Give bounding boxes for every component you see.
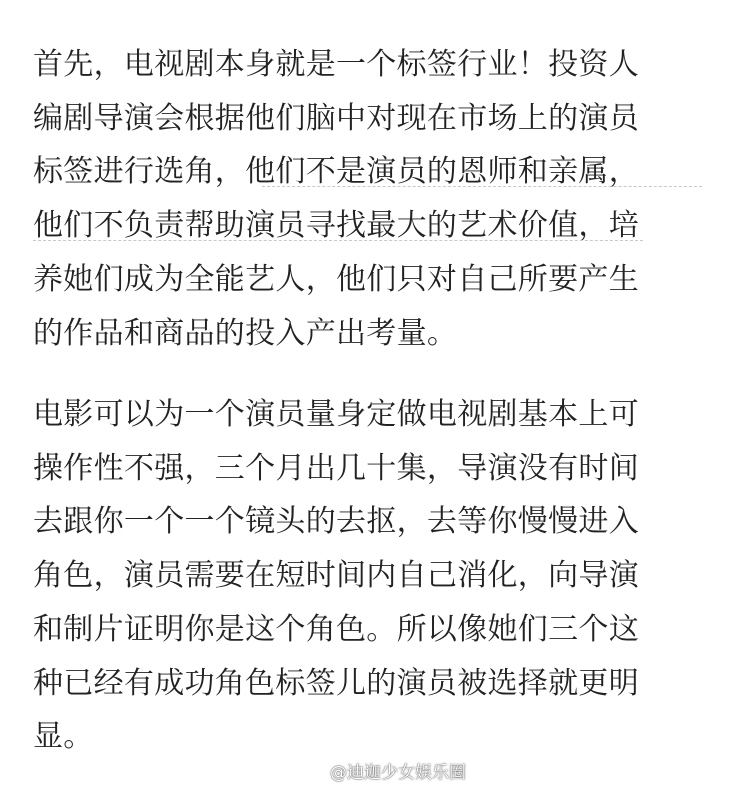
dotted-underline	[33, 240, 643, 241]
text-line: 首先，电视剧本身就是一个标签行业！投资人	[33, 47, 639, 82]
text-line: 标签进行选角，他们不是演员的恩师和亲属，	[33, 154, 639, 190]
text-line: 的作品和商品的投入产出考量。	[33, 315, 458, 351]
text-line: 养她们成为全能艺人，他们只对自己所要产生	[33, 261, 639, 297]
text-line: 编剧导演会根据他们脑中对现在市场上的演员	[33, 100, 639, 136]
dotted-underline	[262, 186, 702, 187]
text-line: 角色，演员需要在短时间内自己消化，向导演	[33, 558, 639, 594]
watermark	[300, 758, 466, 782]
text-line: 显。	[33, 719, 94, 755]
paragraph-2	[33, 388, 733, 764]
watermark-text: @迪迦少女娱乐圈	[330, 762, 466, 783]
weibo-logo-icon	[300, 760, 324, 780]
text-line: 去跟你一个一个镜头的去抠，去等你慢慢进入	[33, 504, 639, 540]
text-line: 种已经有成功角色标签儿的演员被选择就更明	[33, 665, 639, 701]
text-line: 操作性不强，三个月出几十集，导演没有时间	[33, 450, 639, 486]
text-line: 他们不负责帮助演员寻找最大的艺术价值，培	[33, 208, 639, 244]
text-line: 和制片证明你是这个角色。所以像她们三个这	[33, 611, 639, 647]
text-line: 电影可以为一个演员量身定做电视剧基本上可	[33, 397, 639, 432]
paragraph-1	[33, 38, 733, 360]
